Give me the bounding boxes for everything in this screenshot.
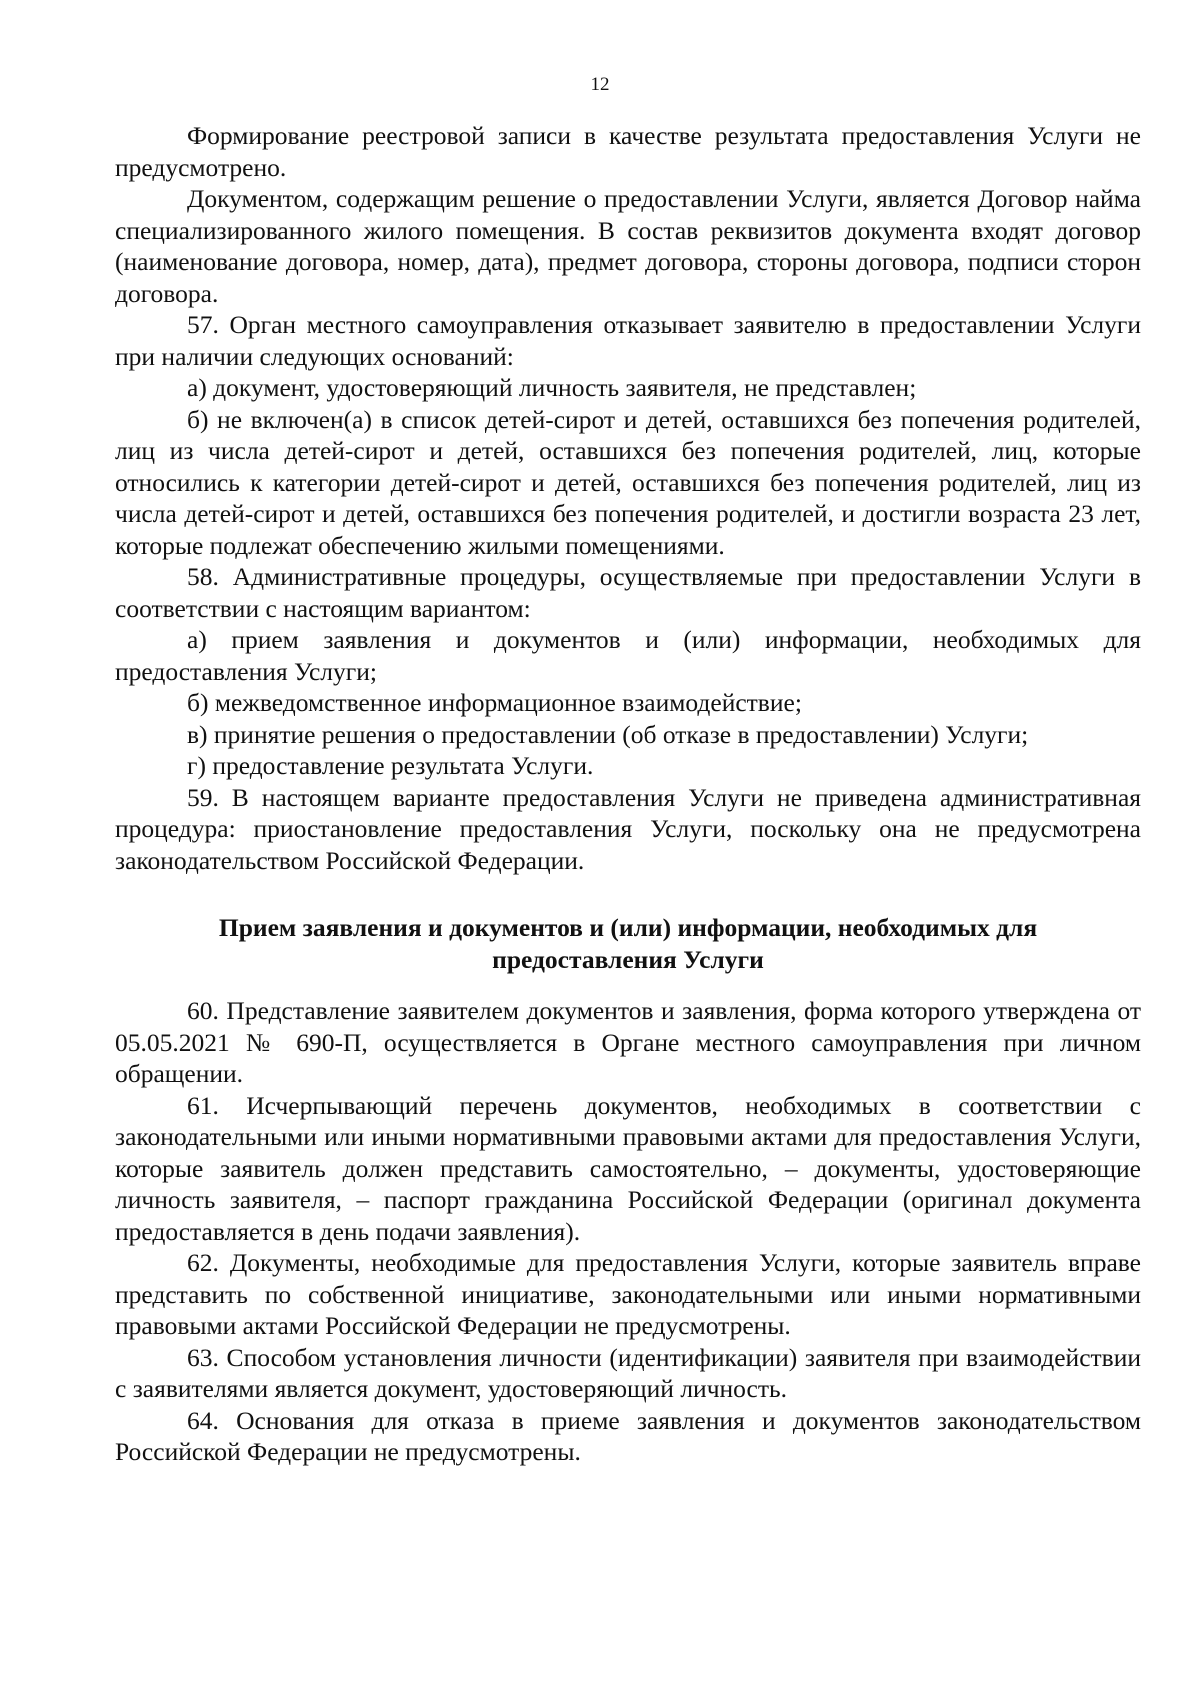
paragraph-62: 62. Документы, необходимые для предоставления Услуги, которые заявитель вправе представить по собственной инициативе, законодательными или иными нормативными правовыми актами Российской Федерации не предусмотрены. (115, 1248, 1141, 1340)
list-item: г) предоставление результата Услуги. (187, 751, 594, 780)
page-number: 12 (590, 74, 610, 95)
paragraph-57: 57. Орган местного самоуправления отказывает заявителю в предоставлении Услуги при наличии следующих оснований: (115, 310, 1141, 371)
paragraph: Документом, содержащим решение о предоставлении Услуги, является Договор найма специализированного жилого помещения. В состав реквизитов документа входят договор (наименование договора, номер, дата), предмет договора, стороны договора, подписи сторон договора. (115, 184, 1141, 308)
list-item: а) документ, удостоверяющий личность заявителя, не представлен; (187, 373, 917, 402)
list-item: б) межведомственное информационное взаимодействие; (187, 688, 802, 717)
paragraph-63: 63. Способом установления личности (идентификации) заявителя при взаимодействии с заявителями является документ, удостоверяющий личность. (115, 1342, 1141, 1403)
paragraph-59: 59. В настоящем варианте предоставления Услуги не приведена административная процедура: приостановление предоставления Услуги, поскольку она не предусмотрена законодательством Российской Федерации. (115, 782, 1141, 875)
document-body (115, 120, 1141, 1468)
list-item: б) не включен(а) в список детей-сирот и детей, оставшихся без попечения родителей, лиц из числа детей-сирот и детей, оставшихся без попечения родителей, лиц, которые относились к категории детей-сирот и детей, оставшихся без попечения родителей, лиц из числа детей-сирот и детей, оставшихся без попечения родителей, и достигли возраста 23 лет, которые подлежат обеспечению жилыми помещениями. (115, 404, 1141, 560)
paragraph-64: 64. Основания для отказа в приеме заявления и документов законодательством Российской Федерации не предусмотрены. (115, 1405, 1141, 1466)
paragraph-61: 61. Исчерпывающий перечень документов, необходимых в соответствии с законодательными или иными нормативными правовыми актами для предоставления Услуги, которые заявитель должен представить самостоятельно, – документы, удостоверяющие личность заявителя, – паспорт гражданина Российской Федерации (оригинал документа предоставляется в день подачи заявления). (115, 1090, 1141, 1246)
list-item: в) принятие решения о предоставлении (об отказе в предоставлении) Услуги; (187, 719, 1029, 749)
paragraph-60: 60. Представление заявителем документов и заявления, форма которого утверждена от 05.05.2021 № 690-П, осуществляется в Органе местного самоуправления при личном обращении. (115, 996, 1141, 1088)
paragraph: Формирование реестровой записи в качестве результата предоставления Услуги не предусмотрено. (115, 121, 1141, 182)
paragraph-58: 58. Административные процедуры, осуществляемые при предоставлении Услуги в соответствии с настоящим вариантом: (115, 562, 1141, 623)
section-heading: Прием заявления и документов и (или) информации, необходимых для предоставления Услуги (218, 913, 1038, 974)
list-item: а) прием заявления и документов и (или) информации, необходимых для предоставления Услуги; (115, 625, 1141, 686)
